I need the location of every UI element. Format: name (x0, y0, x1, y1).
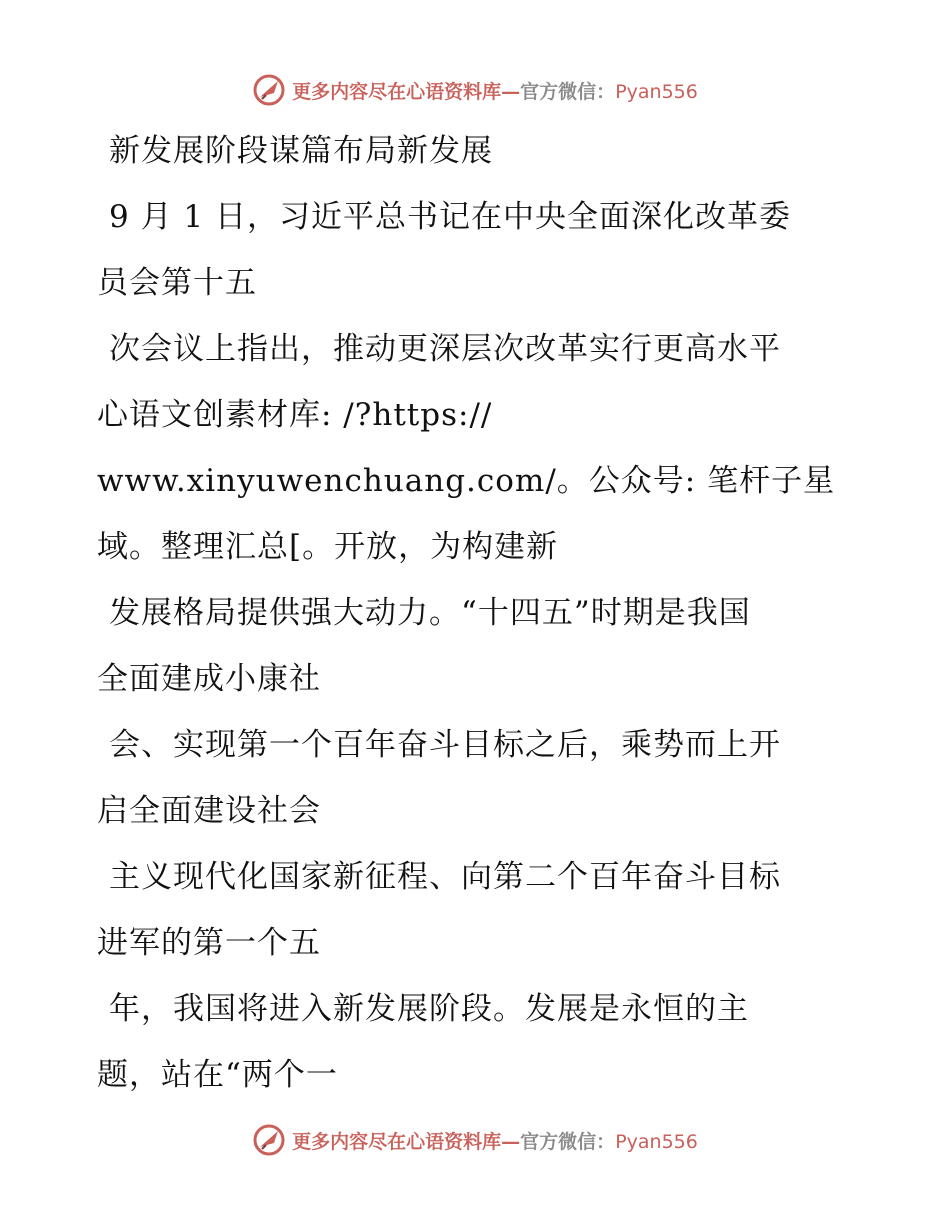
banner-official-label: 官方微信： (520, 1130, 616, 1153)
quill-pen-logo-icon (252, 73, 286, 107)
paragraph-line: 次会议上指出，推动更深层次改革实行更高水平 (109, 331, 781, 367)
paragraph-line: 题，站在“两个一 (97, 1057, 338, 1093)
paragraph-line: 会、实现第一个百年奋斗目标之后，乘势而上开 (109, 727, 781, 763)
banner-slogan-text (292, 77, 698, 104)
banner-separator: — (501, 1130, 521, 1153)
banner-slogan: 更多内容尽在心语资料库 (292, 80, 502, 103)
paragraph-line: 9 月 1 日，习近平总书记在中央全面深化改革委 (109, 199, 792, 235)
footer-banner (0, 1120, 950, 1160)
paragraph-line: 全面建成小康社 (97, 661, 321, 697)
banner-wechat-id: Pyan556 (615, 80, 698, 103)
paragraph-line: 域。整理汇总[。开放，为构建新 (97, 529, 559, 565)
banner-official-label: 官方微信： (520, 80, 616, 103)
banner-slogan-text (292, 1127, 698, 1154)
document-title: 新发展阶段谋篇布局新发展 (109, 133, 493, 169)
paragraph-line: www.xinyuwenchuang.com/。公众号: 笔杆子星 (97, 463, 836, 499)
document-body (97, 118, 857, 1108)
banner-separator: — (501, 80, 521, 103)
banner-slogan: 更多内容尽在心语资料库 (292, 1130, 502, 1153)
paragraph-line: 主义现代化国家新征程、向第二个百年奋斗目标 (109, 859, 781, 895)
banner-wechat-id: Pyan556 (615, 1130, 698, 1153)
paragraph-line: 员会第十五 (97, 265, 257, 301)
header-banner (0, 70, 950, 110)
paragraph-line: 启全面建设社会 (97, 793, 321, 829)
paragraph-line: 年，我国将进入新发展阶段。发展是永恒的主 (109, 991, 749, 1027)
paragraph-line: 心语文创素材库: /?https:// (97, 397, 493, 433)
quill-pen-logo-icon (252, 1123, 286, 1157)
paragraph-line: 进军的第一个五 (97, 925, 321, 961)
paragraph-line: 发展格局提供强大动力。“十四五”时期是我国 (109, 595, 751, 631)
